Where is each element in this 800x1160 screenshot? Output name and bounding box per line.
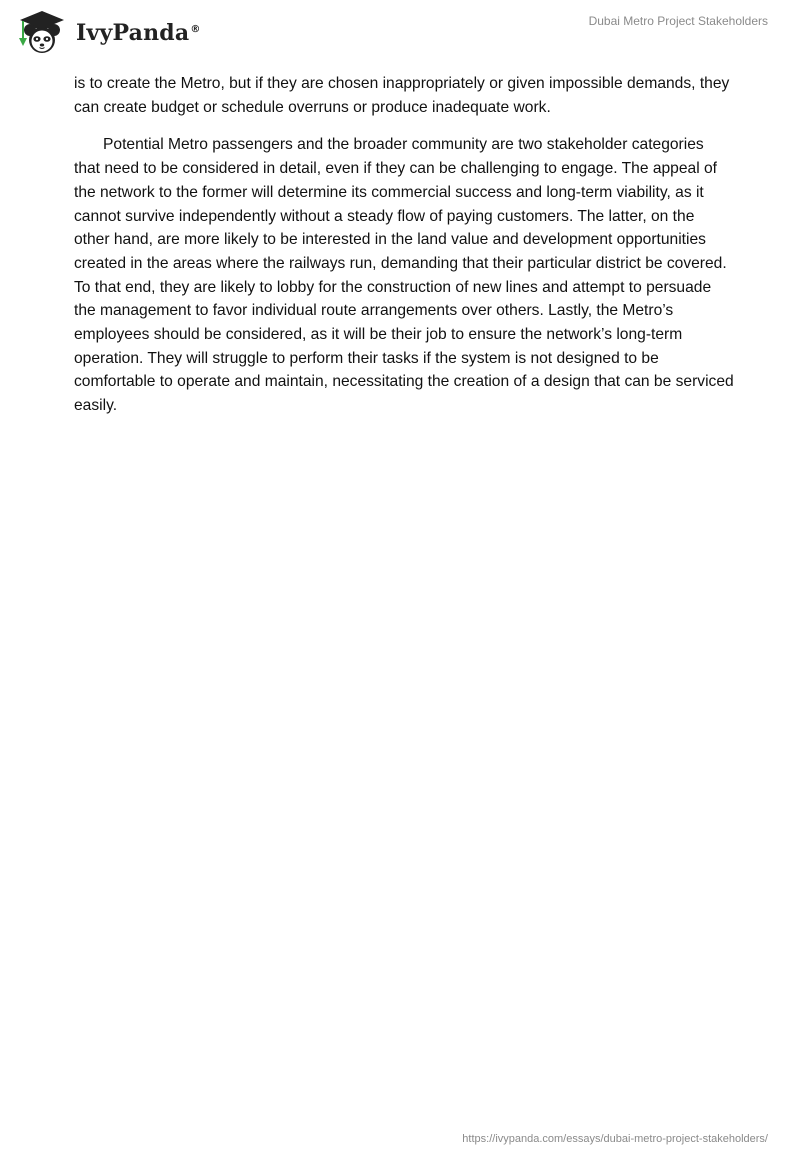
ivypanda-logo[interactable]: [14, 8, 201, 56]
panda-graduation-cap-icon: [14, 8, 70, 56]
document-header-title: Dubai Metro Project Stakeholders: [588, 14, 768, 28]
paragraph-continuation: is to create the Metro, but if they are chosen inappropriately or given impossible demands, they can create budget or schedule overruns or produce inadequate work.: [74, 75, 730, 116]
essay-body: [74, 72, 734, 432]
source-url[interactable]: https://ivypanda.com/essays/dubai-metro-project-stakeholders/: [462, 1133, 768, 1145]
logo-wordmark: [76, 20, 201, 46]
registered-mark: ®: [190, 23, 201, 35]
paragraph-stakeholders: Potential Metro passengers and the broader community are two stakeholder categories that need to be considered in detail, even if they can be challenging to engage. The appeal of the network to the former will determine its commercial success and long-term viability, as it cannot survive independently without a steady flow of paying customers. The latter, on the other hand, are more likely to be interested in the land value and development opportunities created in the areas where the railways run, demanding that their particular district be covered. To that end, they are likely to lobby for the construction of new lines and attempt to persuade the management to favor individual route arrangements over others. Lastly, the Metro’s employees should be considered, as it will be their job to ensure the network’s long-term operation. They will struggle to perform their tasks if the system is not designed to be comfortable to operate and maintain, necessitating the creation of a design that can be serviced easily.: [74, 136, 734, 415]
logo-wordmark-text: IvyPanda: [76, 20, 190, 46]
